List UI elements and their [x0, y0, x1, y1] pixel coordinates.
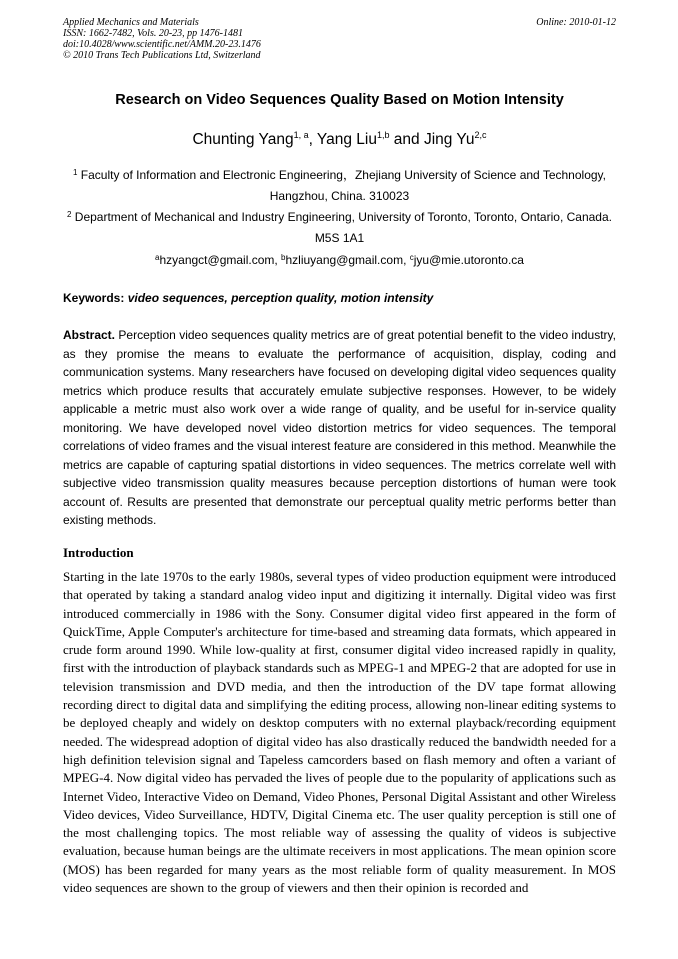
affiliation-2 [63, 207, 616, 248]
author-list [63, 130, 616, 150]
affiliation-number: 2 [67, 210, 72, 219]
email-address[interactable]: jyu@mie.utoronto.ca [413, 253, 524, 267]
author-name: Chunting Yang [192, 131, 294, 148]
abstract-text: Perception video sequences quality metrics are of great potential benefit to the video industry, as they promise the means to evaluate the performance of acquisition, display, coding and communication systems. Many researchers have focused on developing digital video sequences quality metrics which produce results that accurately emulate subjective responses. However, to be widely applicable a metric must also work over a wide range of quality, and be useful for in-service quality monitoring. We have developed novel video distortion metrics for video sequences. The temporal correlations of video frames and the visual interest feature are considered in this method. Meanwhile the metrics are capable of capturing spatial distortions in video sequences. The metrics correlate well with subjective video transmission quality measures because perception distortions of human were took account of. Results are presented that demonstrate our perceptual quality metric performs better than existing methods. [63, 328, 616, 527]
keywords-line [63, 289, 616, 307]
affiliation-1 [63, 165, 616, 206]
author-name: Jing Yu [423, 131, 475, 148]
author-affiliation-sup: 1, a [293, 130, 309, 140]
affiliation-number: 1 [73, 168, 78, 177]
introduction-paragraph: Starting in the late 1970s to the early 1980s, several types of video production equipment were introduced that operated by taking a standard analog video input and digitizing it internally. Digital video was first introduced commercially in 1986 with the Sony. Consumer digital video first appeared in the form of QuickTime, Apple Computer's architecture for time-based and streaming data formats, which appeared in crude form around 1990. While low-quality at first, consumer digital video increased rapidly in quality, first with the introduction of playback standards such as MPEG-1 and MPEG-2 that are adopted for use in television transmission and DVD media, and then the introduction of the DV tape format allowing recording direct to digital data and simplifying the editing process, allowing non-linear editing systems to be deployed cheaply and widely on desktop computers with no external playback/recording equipment needed. The widespread adoption of digital video has also drastically reduced the bandwidth needed for a high definition television signal and Tapeless camcorders based on flash memory and often a variant of MPEG-4. Now digital video has pervaded the lives of people due to the popularity of applications such as Internet Video, Interactive Video on Demand, Video Phones, Personal Digital Assistant and other Wireless Video devices, Video Surveillance, HDTV, Digital Cinema etc. The user quality perception is still one of the most challenging topics. The most reliable way of assessing the quality of videos is subjective evaluation, because human beings are the ultimate receivers in most applications. The mean opinion score (MOS) has been regarded for many years as the most reliable form of quality measurement. In MOS video sequences are shown to the group of viewers and then their opinion is recorded and [63, 569, 616, 896]
author-separator: and [389, 131, 424, 148]
email-sup: c [409, 253, 414, 262]
section-heading-introduction: Introduction [63, 545, 134, 560]
author-affiliation-sup: 2,c [474, 130, 487, 140]
email-address[interactable]: hzyangct@gmail.com [159, 253, 275, 267]
keywords-label: Keywords: [63, 291, 125, 305]
email-sup: b [281, 253, 286, 262]
author-separator: , [308, 131, 317, 148]
email-sup: a [155, 253, 160, 262]
paper-title: Research on Video Sequences Quality Based on Motion Intensity [115, 92, 564, 108]
author-affiliation-sup: 1,b [376, 130, 390, 140]
email-address[interactable]: hzliuyang@gmail.com [285, 253, 404, 267]
doi-line: doi:10.4028/www.scientific.net/AMM.20-23.1476 [63, 39, 261, 50]
abstract-paragraph [63, 326, 616, 530]
keywords-value: video sequences, perception quality, motion intensity [127, 291, 434, 305]
email-list [63, 250, 616, 271]
issn-line: ISSN: 1662-7482, Vols. 20-23, pp 1476-1481 [63, 28, 243, 39]
affiliation-text: Faculty of Information and Electronic Engineering，Zhejiang University of Science and Technology, Hangzhou, China. 310023 [77, 168, 606, 203]
journal-header [63, 17, 616, 61]
online-date: Online: 2010-01-12 [536, 17, 616, 28]
copyright-line: © 2010 Trans Tech Publications Ltd, Switzerland [63, 50, 261, 61]
journal-name: Applied Mechanics and Materials [63, 17, 199, 28]
author-name: Yang Liu [316, 131, 377, 148]
affiliation-text: Department of Mechanical and Industry Engineering, University of Toronto, Toronto, Ontario, Canada. M5S 1A1 [71, 210, 612, 245]
email-separator: , [274, 253, 282, 267]
email-separator: , [403, 253, 410, 267]
abstract-label: Abstract. [63, 328, 116, 342]
